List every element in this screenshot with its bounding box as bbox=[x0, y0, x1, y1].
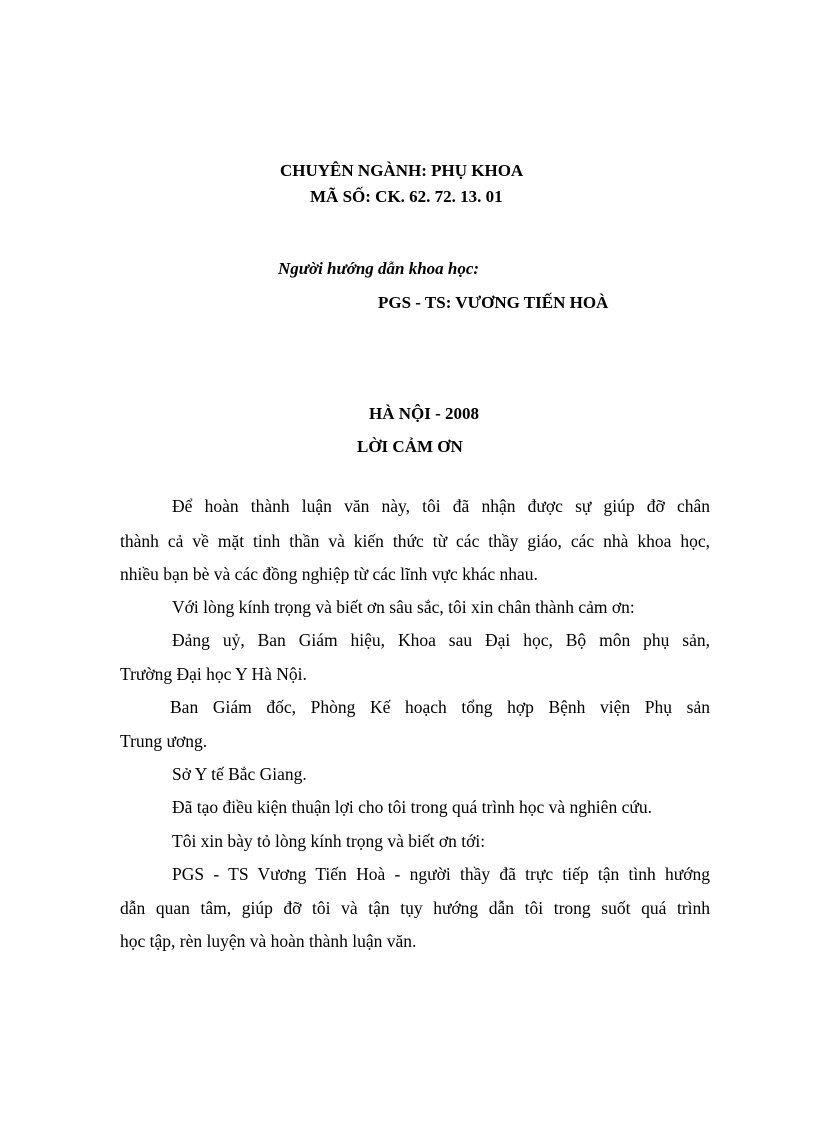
code-line: MÃ SỐ: CK. 62. 72. 13. 01 bbox=[310, 187, 503, 206]
advisor-name: PGS - TS: VƯƠNG TIẾN HOÀ bbox=[378, 293, 609, 312]
paragraph-line: nhiều bạn bè và các đồng nghiệp từ các lĩnh vực khác nhau. bbox=[120, 564, 538, 584]
paragraph-line: dẫn quan tâm, giúp đỡ tôi và tận tụy hướng dẫn tôi trong suốt quá trình bbox=[120, 898, 710, 918]
paragraph-line: Đảng uỷ, Ban Giám hiệu, Khoa sau Đại học, Bộ môn phụ sản, bbox=[172, 630, 710, 650]
paragraph-line: Trung ương. bbox=[120, 731, 208, 751]
advisor-label: Người hướng dẫn khoa học: bbox=[278, 259, 480, 278]
specialty-line: CHUYÊN NGÀNH: PHỤ KHOA bbox=[280, 161, 524, 180]
place-year: HÀ NỘI - 2008 bbox=[369, 404, 480, 423]
paragraph-line: Để hoàn thành luận văn này, tôi đã nhận được sự giúp đỡ chân bbox=[172, 496, 710, 516]
paragraph-line: Trường Đại học Y Hà Nội. bbox=[120, 664, 307, 684]
paragraph-line: PGS - TS Vương Tiến Hoà - người thầy đã trực tiếp tận tình hướng bbox=[172, 864, 710, 884]
paragraph-line: Ban Giám đốc, Phòng Kế hoạch tổng hợp Bệnh viện Phụ sản bbox=[170, 697, 710, 717]
paragraph-line: Tôi xin bày tỏ lòng kính trọng và biết ơn tới: bbox=[172, 831, 486, 851]
section-title: LỜI CẢM ƠN bbox=[357, 437, 463, 456]
paragraph-line: Sở Y tế Bắc Giang. bbox=[172, 764, 307, 784]
paragraph-line: học tập, rèn luyện và hoàn thành luận văn. bbox=[120, 931, 417, 951]
paragraph-line: Với lòng kính trọng và biết ơn sâu sắc, tôi xin chân thành cảm ơn: bbox=[172, 597, 635, 617]
paragraph-line: Đã tạo điều kiện thuận lợi cho tôi trong quá trình học và nghiên cứu. bbox=[172, 797, 652, 817]
paragraph-line: thành cả về mặt tinh thần và kiến thức từ các thầy giáo, các nhà khoa học, bbox=[120, 531, 710, 551]
